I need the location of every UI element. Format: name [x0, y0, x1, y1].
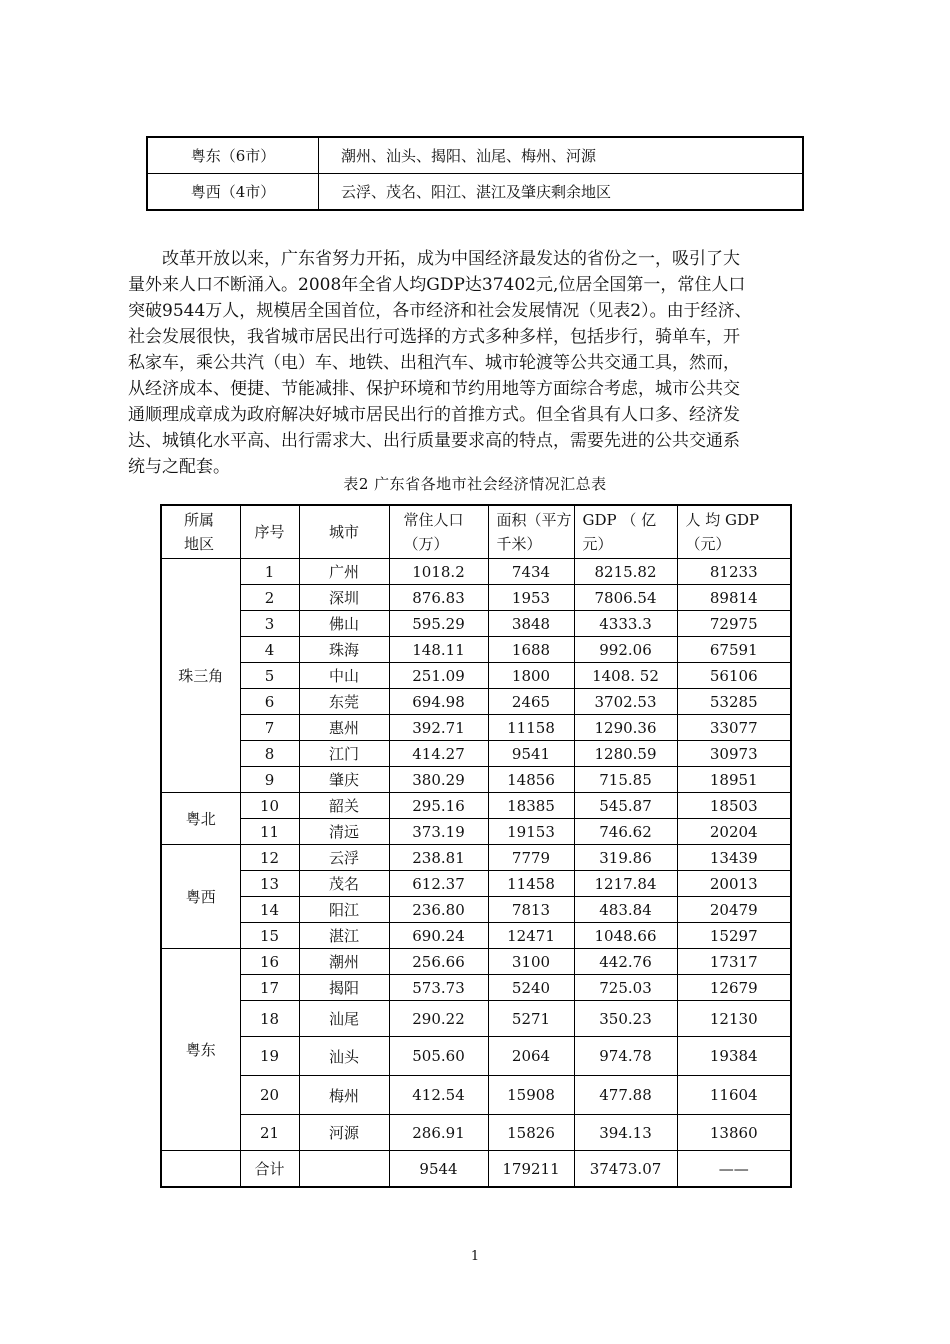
area-cell: 2465 [488, 689, 574, 715]
table-row [147, 174, 803, 211]
gdp-per-capita-cell: 18503 [677, 793, 791, 819]
region-cell: 粤东 [161, 949, 240, 1151]
index-cell: 3 [240, 611, 299, 637]
gdp-per-capita-cell: 20479 [677, 897, 791, 923]
index-cell: 7 [240, 715, 299, 741]
gdp-cell: 725.03 [574, 975, 677, 1001]
table-row [161, 637, 791, 663]
area-cell: 11158 [488, 715, 574, 741]
table-row [161, 871, 791, 897]
paragraph-line: 私家车，乘公共汽（电）车、地铁、出租汽车、城市轮渡等公共交通工具，然而， [128, 353, 740, 373]
gdp-per-capita-cell: 30973 [677, 741, 791, 767]
gdp-cell: 3702.53 [574, 689, 677, 715]
index-cell: 17 [240, 975, 299, 1001]
gdp-cell: 1408. 52 [574, 663, 677, 689]
population-cell: 414.27 [389, 741, 488, 767]
table-row [161, 975, 791, 1001]
city-cell: 茂名 [299, 871, 389, 897]
gdp-per-capita-cell: 89814 [677, 585, 791, 611]
city-cell: 清远 [299, 819, 389, 845]
population-cell: 573.73 [389, 975, 488, 1001]
header-index: 序号 [240, 505, 299, 559]
index-cell: 18 [240, 1001, 299, 1037]
gdp-cell: 483.84 [574, 897, 677, 923]
total-gdp-per-capita-cell: —— [677, 1151, 791, 1188]
index-cell: 15 [240, 923, 299, 949]
region-cell: 粤西 [161, 845, 240, 949]
table-body [161, 559, 791, 1188]
total-index-cell: 合计 [240, 1151, 299, 1188]
area-cell: 1800 [488, 663, 574, 689]
population-cell: 251.09 [389, 663, 488, 689]
index-cell: 1 [240, 559, 299, 585]
city-cell: 湛江 [299, 923, 389, 949]
area-cell: 11458 [488, 871, 574, 897]
population-cell: 1018.2 [389, 559, 488, 585]
area-cell: 3100 [488, 949, 574, 975]
area-cell: 14856 [488, 767, 574, 793]
city-cell: 潮州 [299, 949, 389, 975]
gdp-per-capita-cell: 20013 [677, 871, 791, 897]
index-cell: 5 [240, 663, 299, 689]
region-cell: 粤北 [161, 793, 240, 845]
table-row [161, 949, 791, 975]
gdp-cell: 1280.59 [574, 741, 677, 767]
population-cell: 694.98 [389, 689, 488, 715]
gdp-per-capita-cell: 81233 [677, 559, 791, 585]
table-row [161, 897, 791, 923]
gdp-per-capita-cell: 53285 [677, 689, 791, 715]
city-cell: 河源 [299, 1115, 389, 1151]
body-paragraph [128, 246, 828, 480]
gdp-cell: 394.13 [574, 1115, 677, 1151]
gdp-per-capita-cell: 12130 [677, 1001, 791, 1037]
table-row [161, 611, 791, 637]
area-cell: 7434 [488, 559, 574, 585]
population-cell: 290.22 [389, 1001, 488, 1037]
region-table [146, 136, 804, 211]
index-cell: 6 [240, 689, 299, 715]
city-cell: 云浮 [299, 845, 389, 871]
gdp-per-capita-cell: 11604 [677, 1076, 791, 1115]
gdp-per-capita-cell: 13439 [677, 845, 791, 871]
paragraph-line: 统与之配套。 [128, 457, 230, 477]
gdp-cell: 7806.54 [574, 585, 677, 611]
header-area: 面积（平方千米） [488, 505, 574, 559]
table-header-row [161, 505, 791, 559]
gdp-per-capita-cell: 13860 [677, 1115, 791, 1151]
area-cell: 2064 [488, 1037, 574, 1076]
area-cell: 12471 [488, 923, 574, 949]
gdp-cell: 1048.66 [574, 923, 677, 949]
total-area-cell: 179211 [488, 1151, 574, 1188]
table-row [161, 663, 791, 689]
gdp-cell: 1290.36 [574, 715, 677, 741]
city-cell: 深圳 [299, 585, 389, 611]
table-row [161, 689, 791, 715]
table-row [161, 715, 791, 741]
city-cell: 汕头 [299, 1037, 389, 1076]
paragraph-line: 从经济成本、便捷、节能减排、保护环境和节约用地等方面综合考虑，城市公共交 [128, 379, 740, 399]
population-cell: 295.16 [389, 793, 488, 819]
table-row [161, 767, 791, 793]
gdp-cell: 4333.3 [574, 611, 677, 637]
area-cell: 15908 [488, 1076, 574, 1115]
area-cell: 5240 [488, 975, 574, 1001]
paragraph-line: 改革开放以来，广东省努力开拓，成为中国经济最发达的省份之一，吸引了大 [162, 249, 740, 269]
header-population: 常住人口（万） [389, 505, 488, 559]
gdp-per-capita-cell: 72975 [677, 611, 791, 637]
index-cell: 12 [240, 845, 299, 871]
index-cell: 11 [240, 819, 299, 845]
index-cell: 2 [240, 585, 299, 611]
city-cell: 梅州 [299, 1076, 389, 1115]
table-row [161, 1076, 791, 1115]
header-gdp-per-capita: 人 均 GDP（元） [677, 505, 791, 559]
region-cell: 珠三角 [161, 559, 240, 793]
area-cell: 5271 [488, 1001, 574, 1037]
paragraph-line: 通顺理成章成为政府解决好城市居民出行的首推方式。但全省具有人口多、经济发 [128, 405, 740, 425]
area-cell: 1953 [488, 585, 574, 611]
gdp-cell: 545.87 [574, 793, 677, 819]
population-cell: 876.83 [389, 585, 488, 611]
city-cell: 江门 [299, 741, 389, 767]
gdp-per-capita-cell: 67591 [677, 637, 791, 663]
index-cell: 8 [240, 741, 299, 767]
table-row [161, 1037, 791, 1076]
city-cell: 汕尾 [299, 1001, 389, 1037]
total-gdp-cell: 37473.07 [574, 1151, 677, 1188]
table-row [161, 741, 791, 767]
table-caption: 表2 广东省各地市社会经济情况汇总表 [343, 475, 607, 493]
total-population-cell: 9544 [389, 1151, 488, 1188]
gdp-per-capita-cell: 12679 [677, 975, 791, 1001]
index-cell: 21 [240, 1115, 299, 1151]
region-cities: 潮州、汕头、揭阳、汕尾、梅州、河源 [319, 137, 804, 174]
area-cell: 18385 [488, 793, 574, 819]
city-cell: 佛山 [299, 611, 389, 637]
gdp-cell: 319.86 [574, 845, 677, 871]
region-cities: 云浮、茂名、阳江、湛江及肇庆剩余地区 [319, 174, 804, 211]
index-cell: 10 [240, 793, 299, 819]
population-cell: 286.91 [389, 1115, 488, 1151]
city-cell: 揭阳 [299, 975, 389, 1001]
gdp-cell: 350.23 [574, 1001, 677, 1037]
index-cell: 13 [240, 871, 299, 897]
page-number: 1 [470, 1249, 480, 1264]
gdp-per-capita-cell: 19384 [677, 1037, 791, 1076]
index-cell: 16 [240, 949, 299, 975]
population-cell: 612.37 [389, 871, 488, 897]
gdp-cell: 715.85 [574, 767, 677, 793]
table-row [161, 1115, 791, 1151]
paragraph-line: 突破9544万人，规模居全国首位，各市经济和社会发展情况（见表2）。由于经济、 [128, 301, 752, 321]
population-cell: 236.80 [389, 897, 488, 923]
header-gdp: GDP （ 亿元） [574, 505, 677, 559]
gdp-per-capita-cell: 56106 [677, 663, 791, 689]
population-cell: 148.11 [389, 637, 488, 663]
index-cell: 14 [240, 897, 299, 923]
total-region-cell [161, 1151, 240, 1188]
gdp-cell: 992.06 [574, 637, 677, 663]
index-cell: 4 [240, 637, 299, 663]
population-cell: 505.60 [389, 1037, 488, 1076]
gdp-per-capita-cell: 20204 [677, 819, 791, 845]
header-region: 所属地区 [161, 505, 240, 559]
gdp-cell: 1217.84 [574, 871, 677, 897]
population-cell: 392.71 [389, 715, 488, 741]
gdp-per-capita-cell: 17317 [677, 949, 791, 975]
city-cell: 中山 [299, 663, 389, 689]
gdp-cell: 746.62 [574, 819, 677, 845]
paragraph-line: 量外来人口不断涌入。2008年全省人均GDP达37402元,位居全国第一，常住人口 [128, 275, 746, 295]
city-economy-table [160, 504, 792, 1188]
population-cell: 380.29 [389, 767, 488, 793]
header-city: 城市 [299, 505, 389, 559]
table-row [161, 1001, 791, 1037]
index-cell: 19 [240, 1037, 299, 1076]
region-name: 粤西（4市） [147, 174, 319, 211]
gdp-per-capita-cell: 15297 [677, 923, 791, 949]
city-cell: 东莞 [299, 689, 389, 715]
area-cell: 9541 [488, 741, 574, 767]
population-cell: 238.81 [389, 845, 488, 871]
gdp-cell: 974.78 [574, 1037, 677, 1076]
table-row [147, 137, 803, 174]
city-cell: 惠州 [299, 715, 389, 741]
area-cell: 7779 [488, 845, 574, 871]
table-row [161, 793, 791, 819]
table-row [161, 585, 791, 611]
area-cell: 7813 [488, 897, 574, 923]
index-cell: 20 [240, 1076, 299, 1115]
total-row [161, 1151, 791, 1188]
population-cell: 373.19 [389, 819, 488, 845]
paragraph-line: 社会发展很快，我省城市居民出行可选择的方式多种多样，包括步行，骑单车，开 [128, 327, 740, 347]
population-cell: 690.24 [389, 923, 488, 949]
area-cell: 15826 [488, 1115, 574, 1151]
region-name: 粤东（6市） [147, 137, 319, 174]
paragraph-line: 达、城镇化水平高、出行需求大、出行质量要求高的特点，需要先进的公共交通系 [128, 431, 740, 451]
population-cell: 256.66 [389, 949, 488, 975]
city-cell: 珠海 [299, 637, 389, 663]
gdp-cell: 477.88 [574, 1076, 677, 1115]
area-cell: 3848 [488, 611, 574, 637]
table-row [161, 923, 791, 949]
area-cell: 1688 [488, 637, 574, 663]
total-city-cell [299, 1151, 389, 1188]
city-cell: 广州 [299, 559, 389, 585]
city-cell: 肇庆 [299, 767, 389, 793]
gdp-per-capita-cell: 18951 [677, 767, 791, 793]
table-row [161, 819, 791, 845]
gdp-cell: 8215.82 [574, 559, 677, 585]
gdp-cell: 442.76 [574, 949, 677, 975]
table-row [161, 845, 791, 871]
population-cell: 595.29 [389, 611, 488, 637]
index-cell: 9 [240, 767, 299, 793]
city-cell: 阳江 [299, 897, 389, 923]
population-cell: 412.54 [389, 1076, 488, 1115]
gdp-per-capita-cell: 33077 [677, 715, 791, 741]
city-cell: 韶关 [299, 793, 389, 819]
area-cell: 19153 [488, 819, 574, 845]
table-row [161, 559, 791, 585]
